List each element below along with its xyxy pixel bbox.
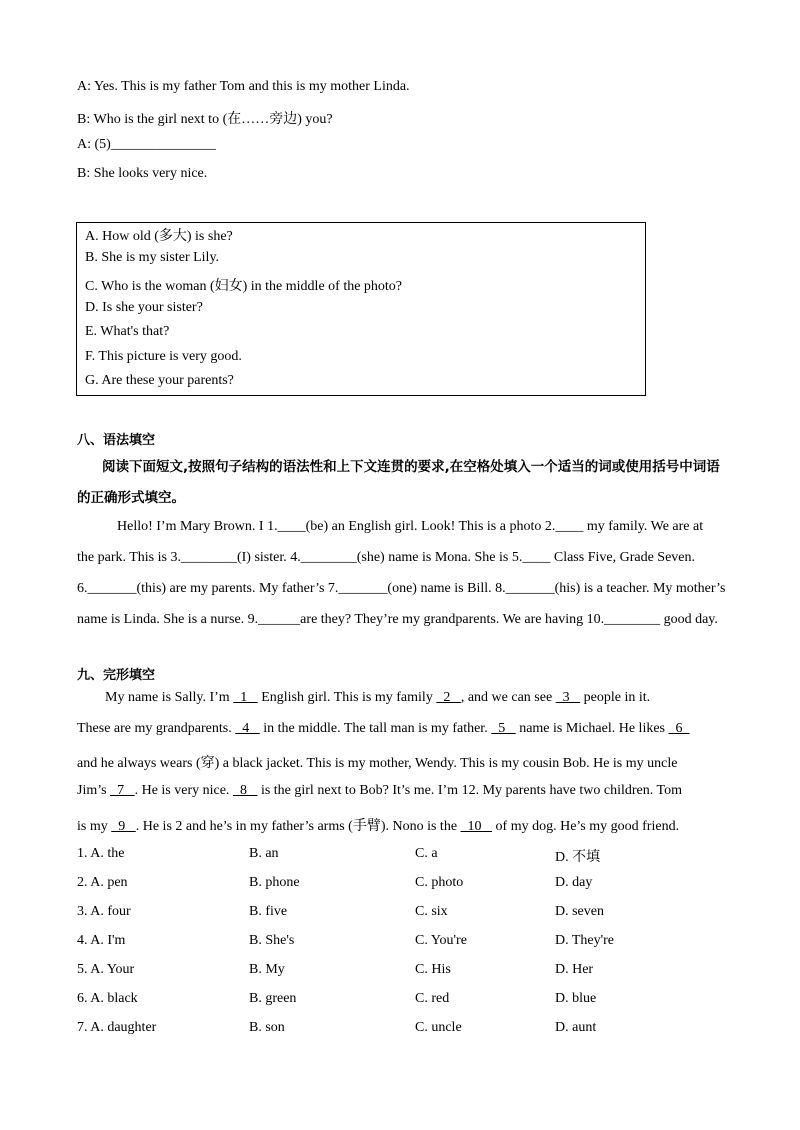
option-item: D. Is she your sister? xyxy=(85,300,203,315)
cloze-line xyxy=(77,721,690,737)
question-option-a: 6. A. black xyxy=(77,991,138,1006)
option-item: C. Who is the woman (妇女) in the middle of the photo? xyxy=(85,279,403,294)
question-option: B. My xyxy=(249,962,285,977)
passage-line: 6._______(this) are my parents. My father’s 7._______(one) name is Bill. 8._______(his) is a teacher. My mother’s xyxy=(77,581,726,596)
question-option: B. an xyxy=(249,846,279,861)
question-option: C. uncle xyxy=(415,1020,462,1035)
question-option: C. photo xyxy=(415,875,464,890)
question-row xyxy=(77,875,717,895)
cloze-blank: 8 xyxy=(232,783,258,798)
cloze-text: , and we can see xyxy=(460,690,556,705)
question-row xyxy=(77,1020,717,1040)
cloze-text: in the middle. The tall man is my father. xyxy=(259,721,492,736)
question-row xyxy=(77,933,717,953)
question-option-a: 2. A. pen xyxy=(77,875,128,890)
cloze-text: and he always wears (穿) a black jacket. This is my mother, Wendy. This is my cousin Bob. He is my uncle xyxy=(77,756,678,771)
question-option-a: 5. A. Your xyxy=(77,962,135,977)
cloze-line xyxy=(77,815,679,835)
cloze-blank: 3 xyxy=(555,690,581,705)
option-item: G. Are these your parents? xyxy=(85,373,234,388)
cloze-text: English girl. This is my family xyxy=(257,690,437,705)
question-option: D. aunt xyxy=(555,1020,597,1035)
dialogue-line: A: Yes. This is my father Tom and this is my mother Linda. xyxy=(77,79,410,94)
cloze-blank: 10 xyxy=(460,819,493,834)
question-option: C. His xyxy=(415,962,451,977)
question-row xyxy=(77,904,717,924)
cloze-text: These are my grandparents. xyxy=(77,721,236,736)
cloze-text: . He is 2 and he’s in my father’s arms (手臂). Nono is the xyxy=(135,819,461,834)
option-item: F. This picture is very good. xyxy=(85,349,242,364)
cloze-text: Jim’s xyxy=(77,783,111,798)
dialogue-line: B: She looks very nice. xyxy=(77,166,208,181)
question-option-a: 1. A. the xyxy=(77,846,125,861)
question-option: D. 不填 xyxy=(555,850,601,865)
cloze-line xyxy=(77,783,682,799)
section-8-heading: 八、语法填空 xyxy=(77,433,156,448)
question-option: B. five xyxy=(249,904,288,919)
cloze-text: is the girl next to Bob? It’s me. I’m 12. My parents have two children. Tom xyxy=(257,783,682,798)
passage-line: name is Linda. She is a nurse. 9.______are they? They’re my grandparents. We are having 10.________ good day. xyxy=(77,612,718,627)
cloze-blank: 5 xyxy=(491,721,516,736)
question-option: C. a xyxy=(415,846,438,861)
question-row xyxy=(77,962,717,982)
passage-line: Hello! I’m Mary Brown. I 1.____(be) an English girl. Look! This is a photo 2.____ my family. We are at xyxy=(117,519,704,534)
question-option: D. Her xyxy=(555,962,594,977)
cloze-line xyxy=(105,690,650,706)
cloze-text: of my dog. He’s my good friend. xyxy=(492,819,680,834)
cloze-text: . He is very nice. xyxy=(134,783,233,798)
question-row xyxy=(77,846,717,866)
question-option-a: 7. A. daughter xyxy=(77,1020,157,1035)
cloze-blank: 7 xyxy=(110,783,135,798)
cloze-text: My name is Sally. I’m xyxy=(105,690,234,705)
section-8-instruction: 阅读下面短文,按照句子结构的语法性和上下文连贯的要求,在空格处填入一个适当的词或使用括号中词语的正确形式填空。 xyxy=(77,459,720,506)
question-option: C. You're xyxy=(415,933,467,948)
question-option: D. blue xyxy=(555,991,597,1006)
question-option: D. seven xyxy=(555,904,604,919)
question-option: B. green xyxy=(249,991,297,1006)
cloze-blank: 1 xyxy=(233,690,258,705)
cloze-text: name is Michael. He likes xyxy=(515,721,669,736)
cloze-line xyxy=(77,752,677,772)
question-option-a: 3. A. four xyxy=(77,904,131,919)
question-option: D. They're xyxy=(555,933,615,948)
cloze-blank: 9 xyxy=(111,819,136,834)
section-9-heading: 九、完形填空 xyxy=(77,668,156,683)
cloze-text: is my xyxy=(77,819,112,834)
question-option: B. phone xyxy=(249,875,300,890)
question-option-a: 4. A. I'm xyxy=(77,933,126,948)
question-option: B. son xyxy=(249,1020,285,1035)
cloze-blank: 6 xyxy=(668,721,690,736)
options-box xyxy=(76,222,646,396)
question-option: D. day xyxy=(555,875,593,890)
option-item: E. What's that? xyxy=(85,324,170,339)
option-item: B. She is my sister Lily. xyxy=(85,250,220,265)
cloze-text: people in it. xyxy=(580,690,651,705)
passage-line: the park. This is 3.________(I) sister. 4.________(she) name is Mona. She is 5.____ Class Five, Grade Seven. xyxy=(77,550,696,565)
cloze-blank: 2 xyxy=(436,690,461,705)
dialogue-line: B: Who is the girl next to (在……旁边) you? xyxy=(77,112,333,127)
question-row xyxy=(77,991,717,1011)
dialogue-line: A: (5)_______________ xyxy=(77,137,216,152)
question-option: C. six xyxy=(415,904,448,919)
question-option: C. red xyxy=(415,991,450,1006)
question-option: B. She's xyxy=(249,933,295,948)
option-item: A. How old (多大) is she? xyxy=(85,229,233,244)
cloze-blank: 4 xyxy=(235,721,260,736)
